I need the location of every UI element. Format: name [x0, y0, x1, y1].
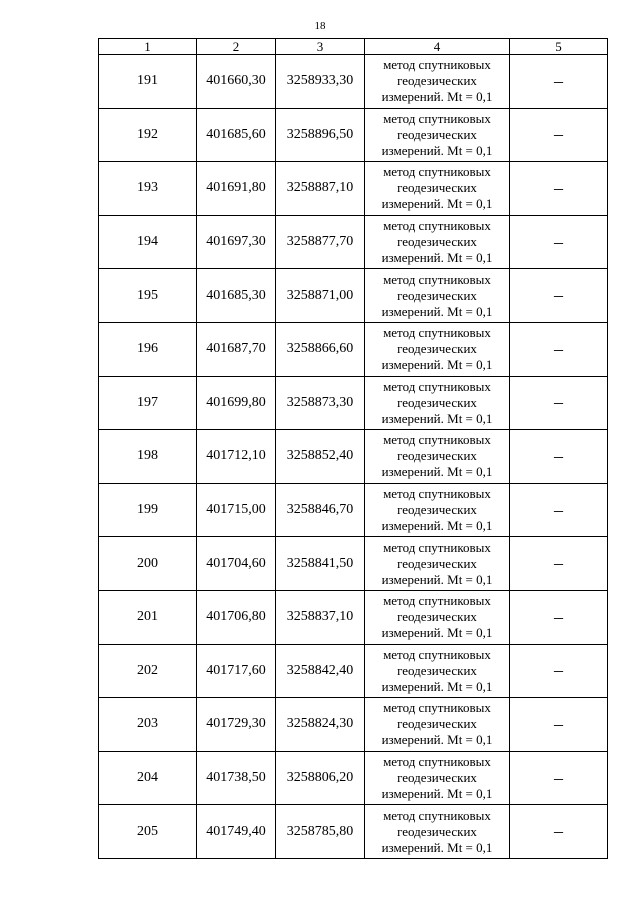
point-number-cell: 194 — [99, 215, 197, 269]
point-number-cell: 191 — [99, 55, 197, 109]
y-coordinate-cell: 3258933,30 — [276, 55, 365, 109]
x-coordinate-cell: 401685,30 — [197, 269, 276, 323]
x-coordinate-cell: 401687,70 — [197, 322, 276, 376]
x-coordinate-cell: 401717,60 — [197, 644, 276, 698]
note-cell: – — [510, 698, 608, 752]
method-cell: метод спутниковых геодезических измерений. Mt = 0,1 — [365, 376, 510, 430]
x-coordinate-cell: 401697,30 — [197, 215, 276, 269]
x-coordinate-cell: 401660,30 — [197, 55, 276, 109]
point-number-cell: 197 — [99, 376, 197, 430]
column-header-3: 3 — [276, 39, 365, 55]
point-number-cell: 199 — [99, 483, 197, 537]
table-row — [99, 483, 608, 537]
x-coordinate-cell: 401729,30 — [197, 698, 276, 752]
point-number-cell: 192 — [99, 108, 197, 162]
table-row — [99, 590, 608, 644]
point-number-cell: 204 — [99, 751, 197, 805]
note-cell: – — [510, 805, 608, 859]
method-cell: метод спутниковых геодезических измерений. Mt = 0,1 — [365, 698, 510, 752]
table-row — [99, 430, 608, 484]
note-cell: – — [510, 162, 608, 216]
method-cell: метод спутниковых геодезических измерений. Mt = 0,1 — [365, 483, 510, 537]
point-number-cell: 196 — [99, 322, 197, 376]
note-cell: – — [510, 430, 608, 484]
y-coordinate-cell: 3258824,30 — [276, 698, 365, 752]
note-cell: – — [510, 55, 608, 109]
table-row — [99, 108, 608, 162]
note-cell: – — [510, 215, 608, 269]
y-coordinate-cell: 3258785,80 — [276, 805, 365, 859]
method-cell: метод спутниковых геодезических измерений. Mt = 0,1 — [365, 55, 510, 109]
y-coordinate-cell: 3258842,40 — [276, 644, 365, 698]
method-cell: метод спутниковых геодезических измерений. Mt = 0,1 — [365, 644, 510, 698]
y-coordinate-cell: 3258852,40 — [276, 430, 365, 484]
table-row — [99, 162, 608, 216]
note-cell: – — [510, 483, 608, 537]
y-coordinate-cell: 3258866,60 — [276, 322, 365, 376]
method-cell: метод спутниковых геодезических измерений. Mt = 0,1 — [365, 322, 510, 376]
y-coordinate-cell: 3258877,70 — [276, 215, 365, 269]
table-row — [99, 215, 608, 269]
table-row — [99, 269, 608, 323]
method-cell: метод спутниковых геодезических измерений. Mt = 0,1 — [365, 751, 510, 805]
page-number: 18 — [314, 20, 326, 32]
point-number-cell: 201 — [99, 590, 197, 644]
column-header-5: 5 — [510, 39, 608, 55]
method-cell: метод спутниковых геодезических измерений. Mt = 0,1 — [365, 162, 510, 216]
column-header-4: 4 — [365, 39, 510, 55]
x-coordinate-cell: 401704,60 — [197, 537, 276, 591]
note-cell: – — [510, 108, 608, 162]
point-number-cell: 203 — [99, 698, 197, 752]
x-coordinate-cell: 401706,80 — [197, 590, 276, 644]
table-row — [99, 376, 608, 430]
table-row — [99, 644, 608, 698]
y-coordinate-cell: 3258896,50 — [276, 108, 365, 162]
note-cell: – — [510, 644, 608, 698]
table-row — [99, 55, 608, 109]
method-cell: метод спутниковых геодезических измерений. Mt = 0,1 — [365, 215, 510, 269]
y-coordinate-cell: 3258806,20 — [276, 751, 365, 805]
column-header-2: 2 — [197, 39, 276, 55]
note-cell: – — [510, 269, 608, 323]
point-number-cell: 200 — [99, 537, 197, 591]
point-number-cell: 195 — [99, 269, 197, 323]
y-coordinate-cell: 3258837,10 — [276, 590, 365, 644]
table-header-row — [99, 39, 608, 55]
table-row — [99, 751, 608, 805]
method-cell: метод спутниковых геодезических измерений. Mt = 0,1 — [365, 269, 510, 323]
y-coordinate-cell: 3258846,70 — [276, 483, 365, 537]
point-number-cell: 202 — [99, 644, 197, 698]
point-number-cell: 198 — [99, 430, 197, 484]
x-coordinate-cell: 401712,10 — [197, 430, 276, 484]
y-coordinate-cell: 3258887,10 — [276, 162, 365, 216]
y-coordinate-cell: 3258873,30 — [276, 376, 365, 430]
y-coordinate-cell: 3258871,00 — [276, 269, 365, 323]
note-cell: – — [510, 537, 608, 591]
table-row — [99, 537, 608, 591]
note-cell: – — [510, 322, 608, 376]
x-coordinate-cell: 401699,80 — [197, 376, 276, 430]
x-coordinate-cell: 401738,50 — [197, 751, 276, 805]
x-coordinate-cell: 401749,40 — [197, 805, 276, 859]
method-cell: метод спутниковых геодезических измерений. Mt = 0,1 — [365, 430, 510, 484]
table-row — [99, 322, 608, 376]
point-number-cell: 193 — [99, 162, 197, 216]
point-number-cell: 205 — [99, 805, 197, 859]
table-body — [99, 55, 608, 859]
method-cell: метод спутниковых геодезических измерений. Mt = 0,1 — [365, 108, 510, 162]
method-cell: метод спутниковых геодезических измерений. Mt = 0,1 — [365, 805, 510, 859]
x-coordinate-cell: 401691,80 — [197, 162, 276, 216]
table-row — [99, 698, 608, 752]
note-cell: – — [510, 751, 608, 805]
x-coordinate-cell: 401685,60 — [197, 108, 276, 162]
method-cell: метод спутниковых геодезических измерений. Mt = 0,1 — [365, 590, 510, 644]
table-row — [99, 805, 608, 859]
note-cell: – — [510, 590, 608, 644]
x-coordinate-cell: 401715,00 — [197, 483, 276, 537]
column-header-1: 1 — [99, 39, 197, 55]
method-cell: метод спутниковых геодезических измерений. Mt = 0,1 — [365, 537, 510, 591]
coordinates-table — [98, 38, 608, 859]
y-coordinate-cell: 3258841,50 — [276, 537, 365, 591]
note-cell: – — [510, 376, 608, 430]
